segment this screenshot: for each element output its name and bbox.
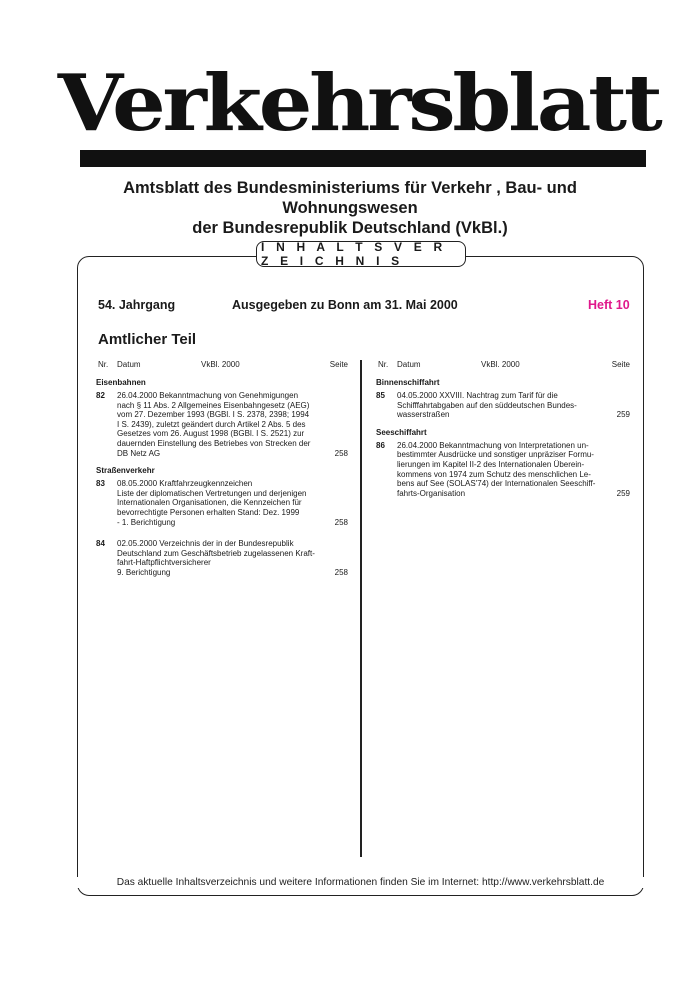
header-vkbl: VkBl. 2000 [481, 360, 520, 369]
entry-number: 86 [376, 440, 385, 450]
entry-line: dauernden Einstellung des Betriebes von Strecken der [117, 438, 311, 448]
left-column [96, 358, 348, 586]
entry-line: 02.05.2000 Verzeichnis der in der Bundesrepublik [117, 539, 294, 549]
entry-line: wasserstraßen [397, 410, 450, 420]
entry-line: bens auf See (SOLAS'74) der Internationalen Seeschiff- [397, 479, 596, 489]
toc-entry [376, 441, 630, 499]
volume-label: 54. Jahrgang [98, 298, 176, 312]
entry-line: bestimmter Ausdrücke und sonstiger unpräziser Formu- [397, 450, 594, 460]
entry-line: 08.05.2000 Kraftfahrzeugkennzeichen [117, 479, 253, 489]
toc-entry [96, 391, 348, 458]
masthead [58, 58, 660, 155]
toc-label: I N H A L T S V E R Z E I C H N I S [256, 241, 466, 267]
entry-line: vom 27. Dezember 1993 (BGBl. I S. 2378, 2398; 1994 [117, 410, 310, 420]
publication-subtitle [60, 178, 640, 238]
entry-text [117, 479, 348, 527]
entry-line: bevorrechtigte Personen erhalten Stand: Dez. 1999 [117, 507, 300, 517]
entry-last-line [397, 410, 630, 420]
entry-line: 9. Berichtigung [117, 567, 171, 577]
footer-note: Das aktuelle Inhaltsverzeichnis und weitere Informationen finden Sie im Internet: http://www.verkehrsblatt.de [77, 877, 644, 888]
entry-text [397, 391, 630, 420]
toc-entry [376, 391, 630, 420]
left-column-body [96, 378, 348, 578]
entry-page: 258 [334, 448, 348, 458]
subtitle-line-2: der Bundesrepublik Deutschland (VkBl.) [192, 219, 508, 237]
entry-line: Schifffahrtabgaben auf den süddeutschen Bundes- [397, 400, 577, 410]
column-header [376, 358, 630, 372]
entry-number: 82 [96, 391, 105, 400]
entry-line: kommens von 1974 zum Schutz des menschlichen Le- [397, 469, 591, 479]
entry-line: Internationalen Organisationen, die Kennzeichen für [117, 498, 302, 508]
toc-entry [96, 539, 348, 577]
subtitle-line-1: Amtsblatt des Bundesministeriums für Verkehr , Bau- und Wohnungswesen [123, 179, 577, 217]
entry-line: fahrts-Organisation [397, 488, 466, 498]
header-nr: Nr. [378, 360, 389, 369]
category-heading: Binnenschiffahrt [376, 378, 440, 387]
entry-page: 258 [334, 517, 348, 527]
entry-line: 26.04.2000 Bekanntmachung von Interpretationen un- [397, 440, 589, 450]
category-heading: Eisenbahnen [96, 378, 146, 387]
masthead-bar [80, 150, 646, 167]
entry-line: - 1. Berichtigung [117, 517, 176, 527]
entry-last-line [117, 449, 348, 459]
entry-line: DB Netz AG [117, 448, 161, 458]
header-vkbl: VkBl. 2000 [201, 360, 240, 369]
column-divider [360, 360, 362, 857]
entry-line: lierungen im Kapitel II-2 des Internationalen Überein- [397, 459, 585, 469]
entry-line: I S. 2439), zuletzt geändert durch Artikel 2 Abs. 5 des [117, 419, 306, 429]
entry-last-line [117, 518, 348, 528]
right-column-body [376, 378, 630, 498]
header-seite: Seite [611, 360, 630, 369]
entry-line: fahrt-Haftpflichtversicherer [117, 558, 211, 568]
header-date: Datum [397, 360, 421, 369]
header-date: Datum [117, 360, 141, 369]
entry-last-line [397, 489, 630, 499]
issue-date: Ausgegeben zu Bonn am 31. Mai 2000 [232, 298, 458, 312]
entry-line: 26.04.2000 Bekanntmachung von Genehmigungen [117, 391, 299, 400]
header-seite: Seite [329, 360, 348, 369]
section-title: Amtlicher Teil [98, 331, 197, 348]
entry-text [117, 539, 348, 577]
header-nr: Nr. [98, 360, 109, 369]
masthead-title: Verkehrsblatt [58, 58, 660, 149]
entry-line: Liste der diplomatischen Vertretungen und derjenigen [117, 488, 307, 498]
entry-line: Deutschland zum Geschäftsbetrieb zugelassenen Kraft- [117, 548, 315, 558]
entry-line: 04.05.2000 XXVIII. Nachtrag zum Tarif für die [397, 391, 558, 400]
entry-text [117, 391, 348, 458]
entry-last-line [117, 568, 348, 578]
entry-page: 258 [334, 567, 348, 577]
column-header [96, 358, 348, 372]
entry-line: Gesetzes vom 26. August 1998 (BGBl. I S. 2521) zur [117, 429, 305, 439]
entry-number: 85 [376, 391, 385, 400]
toc-entry [96, 479, 348, 527]
issue-number: Heft 10 [588, 298, 630, 312]
entry-page: 259 [616, 488, 630, 498]
category-heading: Seeschiffahrt [376, 427, 427, 437]
right-column [376, 358, 630, 506]
entry-line: nach § 11 Abs. 2 Allgemeines Eisenbahngesetz (AEG) [117, 400, 310, 410]
category-heading: Straßenverkehr [96, 466, 155, 476]
entry-page: 259 [616, 410, 630, 420]
entry-number: 84 [96, 539, 105, 549]
entry-number: 83 [96, 479, 105, 489]
entry-text [397, 441, 630, 499]
